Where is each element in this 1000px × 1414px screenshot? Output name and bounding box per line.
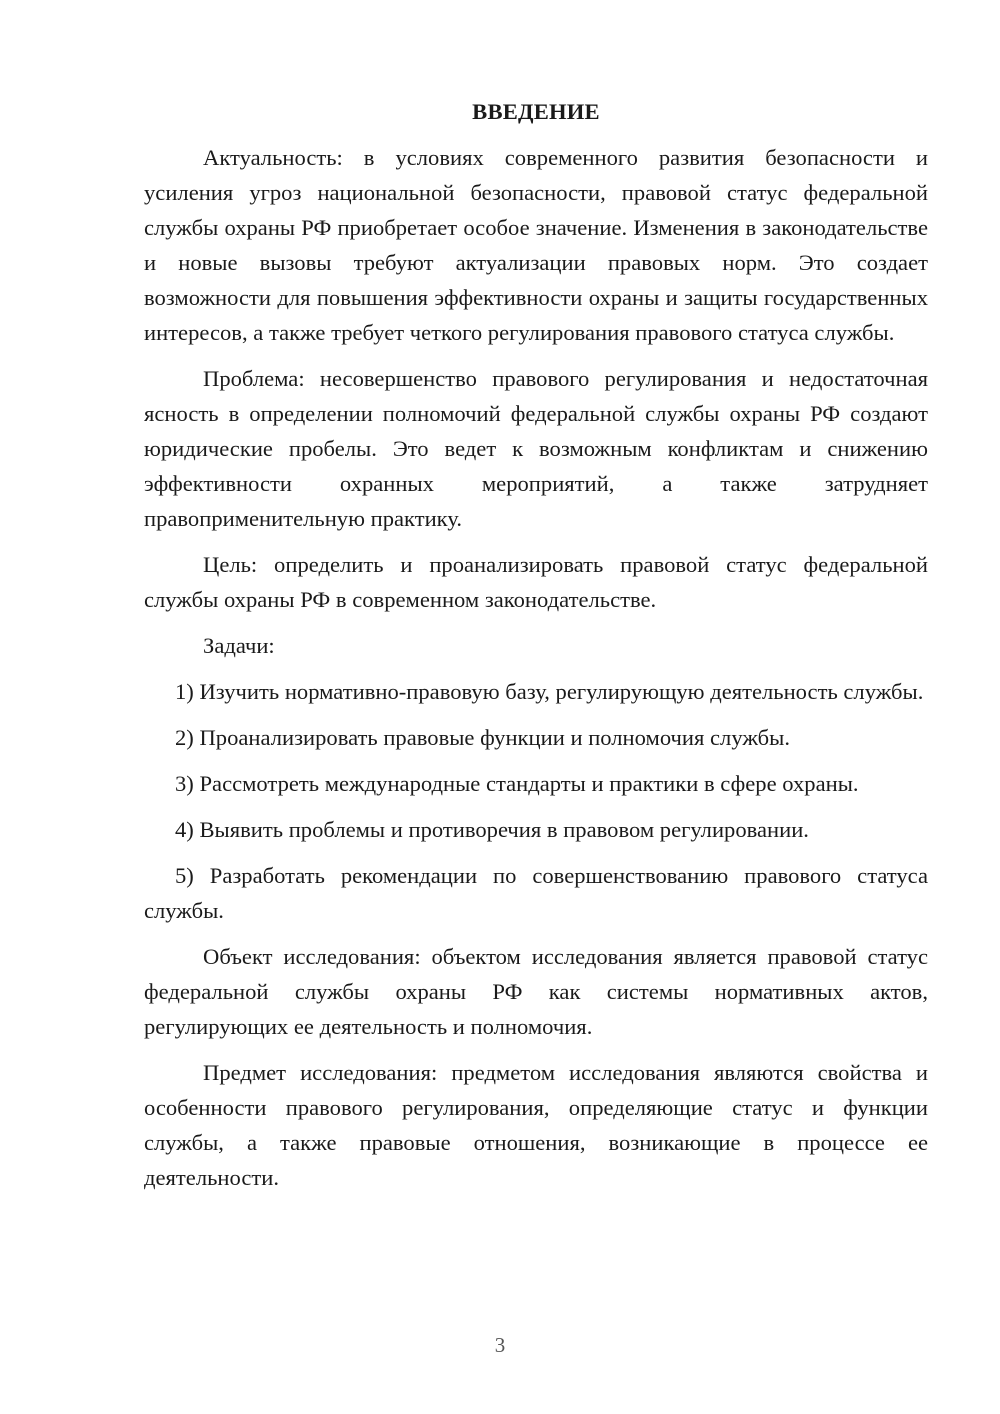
paragraph-relevance: Актуальность: в условиях современного развития безопасности и усиления угроз национальной безопасности, правовой статус федеральной службы охраны РФ приобретает особое значение. Изменения в законодательстве и новые вызовы требуют актуализации правовых норм. Это создает возможности для повышения эффективности охраны и защиты государственных интересов, а также требует четкого регулирования правового статуса службы. bbox=[144, 145, 928, 345]
paragraph-object: Объект исследования: объектом исследования является правовой статус федеральной службы охраны РФ как системы нормативных актов, регулирующих ее деятельность и полномочия. bbox=[144, 944, 928, 1039]
page-number: 3 bbox=[494, 1333, 506, 1357]
task-item-2: 2) Проанализировать правовые функции и полномочия службы. bbox=[175, 725, 790, 750]
paragraph-tasks-heading: Задачи: bbox=[203, 633, 275, 658]
paragraph-problem: Проблема: несовершенство правового регулирования и недостаточная ясность в определении полномочий федеральной службы охраны РФ создают юридические пробелы. Это ведет к возможным конфликтам и снижению эффективности охранных мероприятий, а также затрудняет правоприменительную практику. bbox=[144, 366, 928, 531]
document-page bbox=[144, 94, 928, 1206]
paragraph-subject: Предмет исследования: предметом исследования являются свойства и особенности правового регулирования, определяющие статус и функции службы, а также правовые отношения, возникающие в процессе ее деятельности. bbox=[144, 1060, 928, 1190]
task-item-5: 5) Разработать рекомендации по совершенствованию правового статуса службы. bbox=[144, 863, 928, 923]
task-item-3: 3) Рассмотреть международные стандарты и практики в сфере охраны. bbox=[175, 771, 859, 796]
task-item-1: 1) Изучить нормативно-правовую базу, регулирующую деятельность службы. bbox=[175, 679, 924, 704]
section-title: ВВЕДЕНИЕ bbox=[472, 99, 600, 124]
paragraph-goal: Цель: определить и проанализировать правовой статус федеральной службы охраны РФ в современном законодательстве. bbox=[144, 552, 928, 612]
task-item-4: 4) Выявить проблемы и противоречия в правовом регулировании. bbox=[175, 817, 809, 842]
